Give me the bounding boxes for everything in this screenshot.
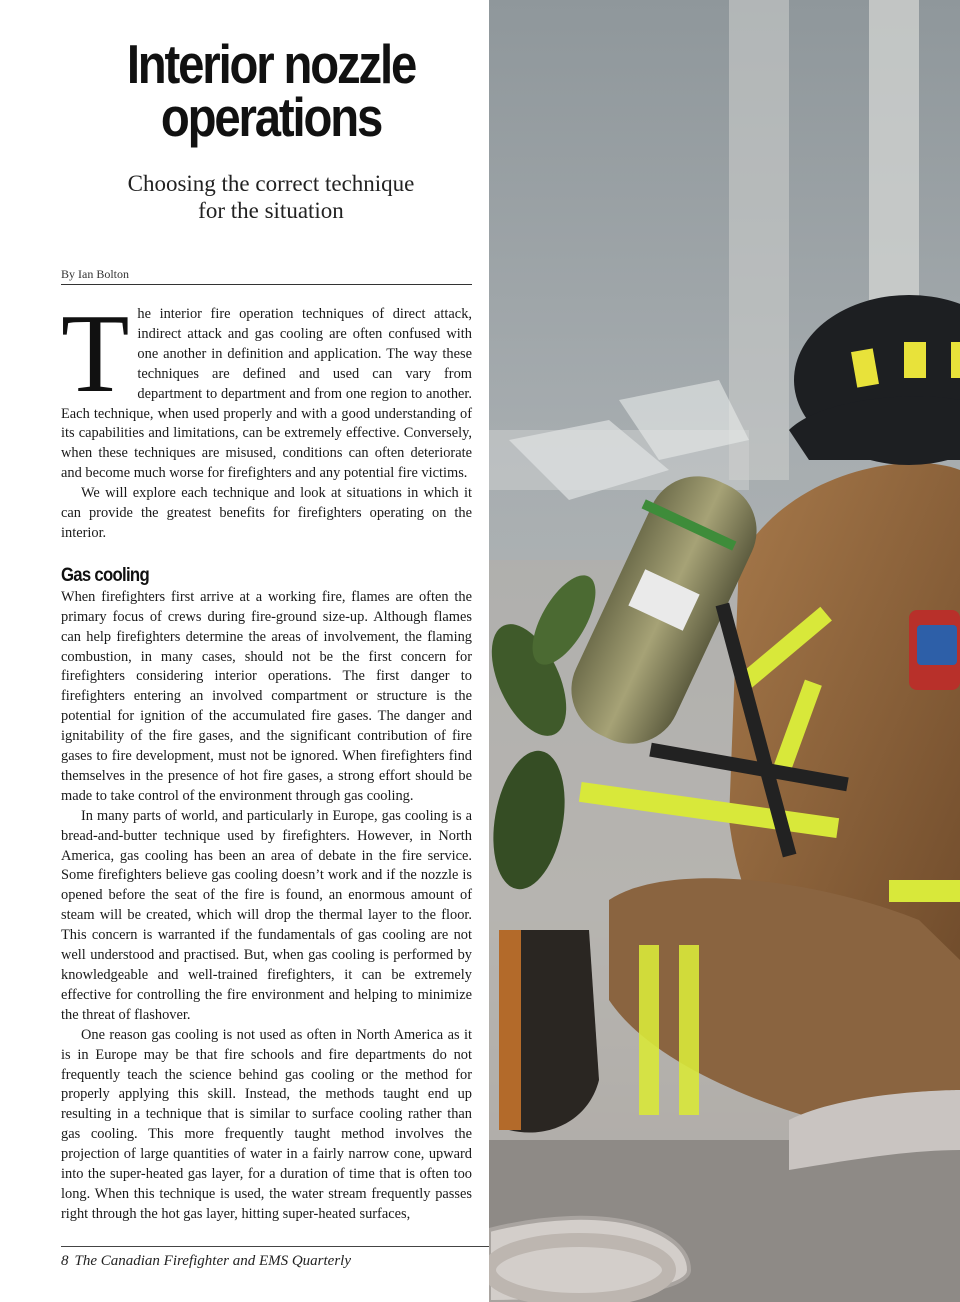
- page-number: 8: [61, 1253, 69, 1269]
- byline: By Ian Bolton: [61, 267, 472, 285]
- footer-divider: [61, 1246, 489, 1247]
- article-body: [61, 292, 472, 1225]
- publication-name: The Canadian Firefighter and EMS Quarterly: [74, 1253, 352, 1269]
- intro-paragraph-1-text: he interior fire operation techniques of direct attack, indirect attack and gas cooling are often confused with one another in definition and application. The way these techniques are defined and used can vary from department to department and from one region to another. Each technique, when used properly and with a good understanding of its capabilities and limitations, can be extremely effective. Conversely, when these techniques are misused, conditions can often deteriorate and become much worse for firefighters and any potential fire victims.: [61, 306, 472, 482]
- section-paragraph-2: In many parts of world, and particularly in Europe, gas cooling is a bread-and-butter technique used by firefighters. However, in North America, gas cooling has been an area of debate in the fire service. Some firefighters believe gas cooling doesn’t work and if the nozzle is opened before the seat of the fire is found, an enormous amount of steam will be created, which will drop the thermal layer to the floor. This concern is warranted if the fundamentals of gas cooling are not well understood and practised. But, when gas cooling is performed by knowledgeable and well-trained firefighters, it can be extremely effective for controlling the fire environment and helping to minimize the threat of flashover.: [61, 807, 472, 1023]
- article-title: Interior nozzle operations: [126, 33, 416, 148]
- subtitle-line-2: for the situation: [198, 198, 344, 223]
- intro-paragraph-2: We will explore each technique and look at situations in which it can provide the greatest benefits for firefighters operating on the interior.: [61, 485, 472, 541]
- page-footer: [61, 1253, 351, 1270]
- drop-cap: T: [61, 292, 130, 416]
- section-heading: Gas cooling: [61, 564, 149, 586]
- firefighter-illustration: [489, 0, 960, 1302]
- firefighter-photo: [489, 0, 960, 1302]
- subtitle-line-1: Choosing the correct technique: [127, 171, 415, 196]
- section-paragraph-3: One reason gas cooling is not used as often in North America as it is in Europe may be that fire schools and fire departments do not frequently teach the science behind gas cooling or the method for properly applying this skill. Instead, the methods taught end up resulting in a technique that is similar to surface cooling rather than gas cooling. This more frequently taught method involves the projection of large quantities of water in a fairly narrow cone, upward into the super-heated gas layer, for a duration of time that is often too long. When this technique is used, the water stream frequently passes right through the hot gas layer, hitting super-heated surfaces,: [61, 1026, 472, 1222]
- article-subtitle: [61, 170, 481, 224]
- intro-paragraph-1: [61, 292, 472, 484]
- section-paragraph-1: When firefighters first arrive at a working fire, flames are often the primary focus of crews during fire-ground size-up. Although flames can help firefighters determine the areas of involvement, the flaming combustion, in many cases, should not be the first concern for firefighters considering interior operations. The first danger to firefighters entering an involved compartment or structure is the potential for ignition of the accumulated fire gases. The danger and ignitability of the fire gases, and the significant contribution of fire gases to fire development, must not be ignored. When firefighters find themselves in the presence of hot fire gases, a strong effort should be made to take control of the environment through gas cooling.: [61, 588, 472, 804]
